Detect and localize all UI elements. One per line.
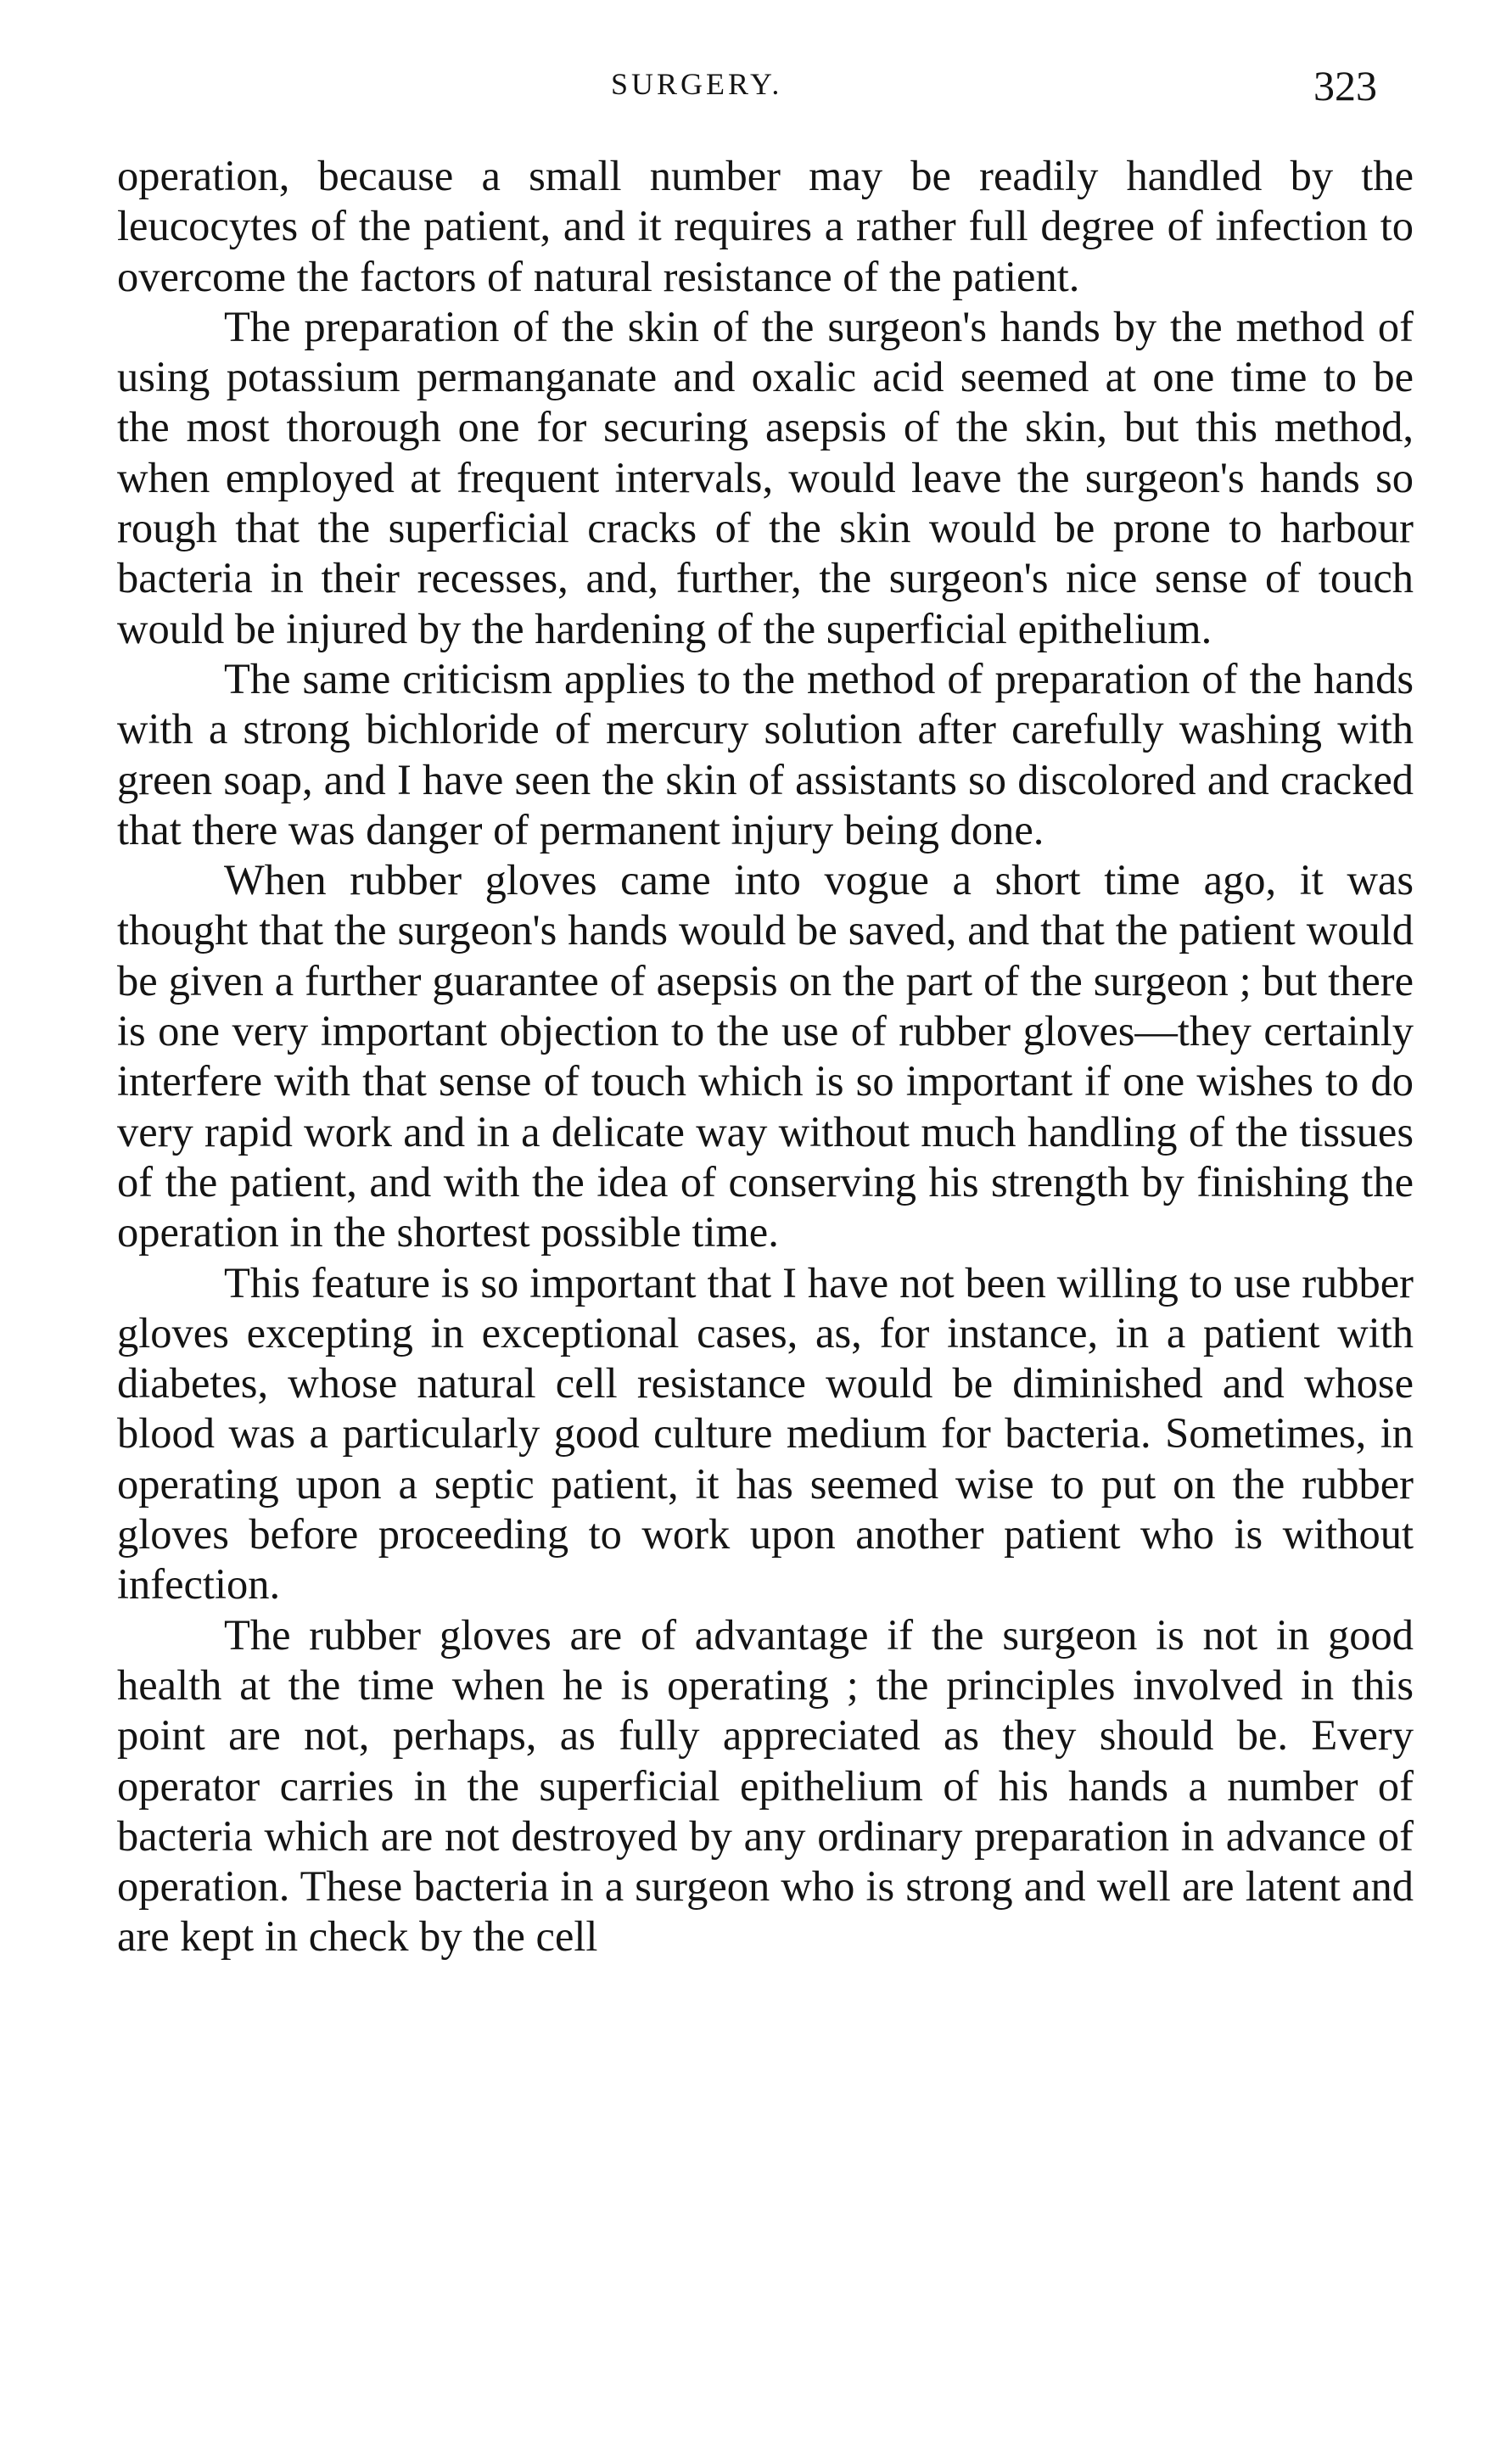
paragraph-bichloride-method: The same criticism applies to the method of preparation of the hands with a strong bichloride of mercury solution after carefully washing with green soap, and I have seen the skin of assistants so discolored and cracked that there was danger of permanent injury being done. xyxy=(117,654,1414,854)
paragraph-skin-preparation: The preparation of the skin of the surgeon's hands by the method of using potassium permanganate and oxalic acid seemed at one time to be the most thorough one for securing asepsis of the skin, but this method, when employed at frequent intervals, would leave the surgeon's hands so rough that the superficial cracks of the skin would be prone to harbour bacteria in their recesses, and, further, the surgeon's nice sense of touch would be injured by the hardening of the superficial epithelium. xyxy=(117,302,1414,652)
page-number: 323 xyxy=(1313,62,1377,109)
paragraph-rubber-gloves: When rubber gloves came into vogue a short time ago, it was thought that the surgeon's hands would be saved, and that the patient would be given a further guarantee of asepsis on the part of the surgeon ; but there is one very important objection to the use of rubber gloves—they certainly interfere with that sense of touch which is so important if one wishes to do very rapid work and in a delicate way without much handling of the tissues of the patient, and with the idea of conserving his strength by finishing the operation in the shortest possible time. xyxy=(117,856,1414,1257)
running-title: SURGERY. xyxy=(611,67,783,101)
paragraph-exceptional-cases: This feature is so important that I have not been willing to use rubber gloves excepting in exceptional cases, as, for instance, in a patient with diabetes, whose natural cell resistance would be diminished and whose blood was a particularly good culture medium for bacteria. Sometimes, in operating upon a septic patient, it has seemed wise to put on the rubber gloves before proceeding to work upon another patient who is without infection. xyxy=(117,1258,1414,1609)
body-text xyxy=(117,151,1414,1962)
paragraph-surgeon-health: The rubber gloves are of advantage if the surgeon is not in good health at the time when he is operating ; the principles involved in this point are not, perhaps, as fully appreciated as they should be. Every operator carries in the superficial epithelium of his hands a number of bacteria which are not destroyed by any ordinary preparation in advance of operation. These bacteria in a surgeon who is strong and well are latent and are kept in check by the cell xyxy=(117,1610,1414,1961)
running-header xyxy=(0,61,1512,112)
paragraph-continuation: operation, because a small number may be readily handled by the leucocytes of the patient, and it requires a rather full degree of infection to overcome the factors of natural resistance of the patient. xyxy=(117,152,1414,300)
